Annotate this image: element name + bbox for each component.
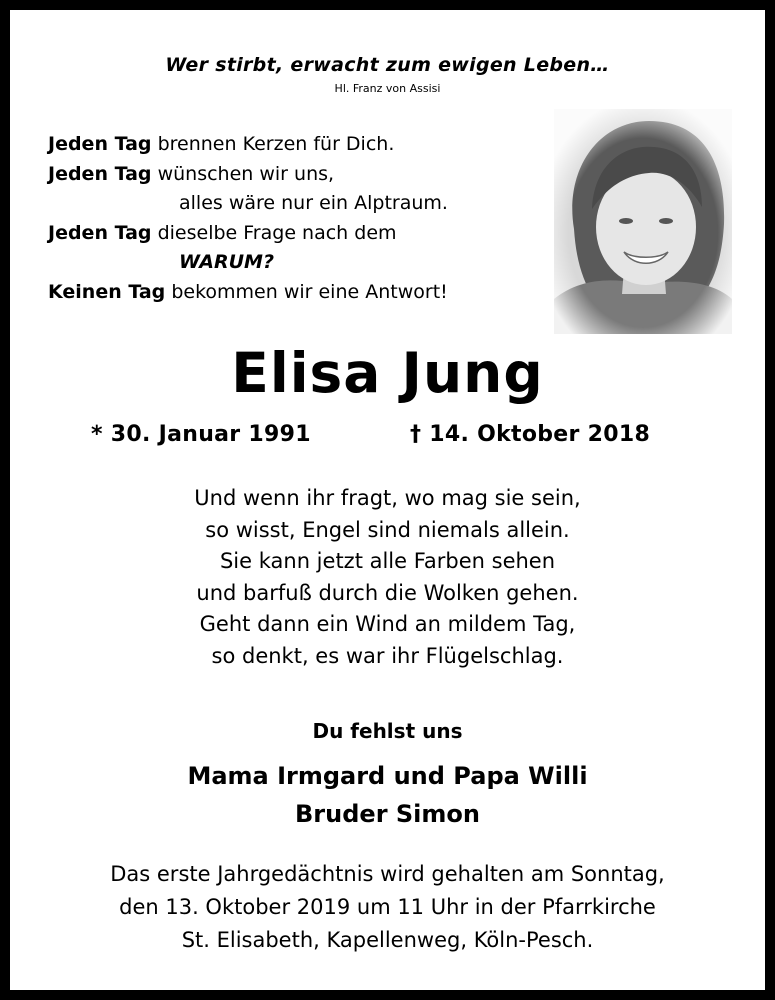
mourners-intro: Du fehlst uns — [312, 719, 463, 743]
verse-line — [48, 130, 548, 160]
poem-line: Sie kann jetzt alle Farben sehen — [219, 549, 556, 573]
verse-line — [48, 219, 548, 249]
verse-line — [48, 248, 548, 278]
poem-line: so denkt, es war ihr Flügelschlag. — [211, 643, 564, 668]
verse-line-emphasis: Jeden Tag — [48, 133, 152, 155]
mourners-names — [10, 757, 765, 833]
motto-quote: Wer stirbt, erwacht zum ewigen Leben… — [165, 54, 610, 76]
portrait-photo — [554, 109, 732, 334]
verse-line — [48, 278, 548, 308]
verse-line-emphasis: Jeden Tag — [48, 162, 152, 185]
deceased-name: Elisa Jung — [231, 341, 544, 405]
portrait-illustration — [554, 109, 732, 334]
verse-line-emphasis: Jeden Tag — [48, 221, 152, 244]
announcement-line: Das erste Jahrgedächtnis wird gehalten am Sonntag, — [110, 862, 665, 886]
birth-date: * 30. Januar 1991 — [91, 422, 311, 447]
verse-line — [48, 160, 548, 190]
motto-author: Hl. Franz von Assisi — [334, 82, 441, 95]
verse-line-text: bekommen wir eine Antwort! — [171, 280, 448, 303]
verse-line-text: alles wäre nur ein Alptraum. — [179, 192, 448, 215]
verse-warum: WARUM? — [179, 251, 274, 274]
verse-line-text: dieselbe Frage nach dem — [157, 221, 397, 244]
verse-line-text: brennen Kerzen für Dich. — [157, 133, 395, 155]
poem-line: so wisst, Engel sind niemals allein. — [205, 517, 570, 542]
verse-block — [48, 130, 548, 308]
verse-line — [48, 189, 548, 219]
memorial-announcement — [10, 858, 765, 957]
poem-line: Geht dann ein Wind an mildem Tag, — [199, 612, 576, 636]
poem-line: und barfuß durch die Wolken gehen. — [196, 580, 579, 605]
poem-block — [10, 483, 765, 672]
verse-line-text: wünschen wir uns, — [157, 162, 335, 185]
announcement-line: den 13. Oktober 2019 um 11 Uhr in der Pfarrkirche — [119, 895, 656, 919]
announcement-line: St. Elisabeth, Kapellenweg, Köln-Pesch. — [181, 928, 594, 952]
mourners-parents: Mama Irmgard und Papa Willi — [187, 762, 588, 790]
poem-line: Und wenn ihr fragt, wo mag sie sein, — [194, 486, 581, 510]
mourners-brother: Bruder Simon — [295, 800, 480, 828]
verse-line-emphasis: Keinen Tag — [48, 280, 166, 303]
death-date: † 14. Oktober 2018 — [410, 422, 651, 447]
